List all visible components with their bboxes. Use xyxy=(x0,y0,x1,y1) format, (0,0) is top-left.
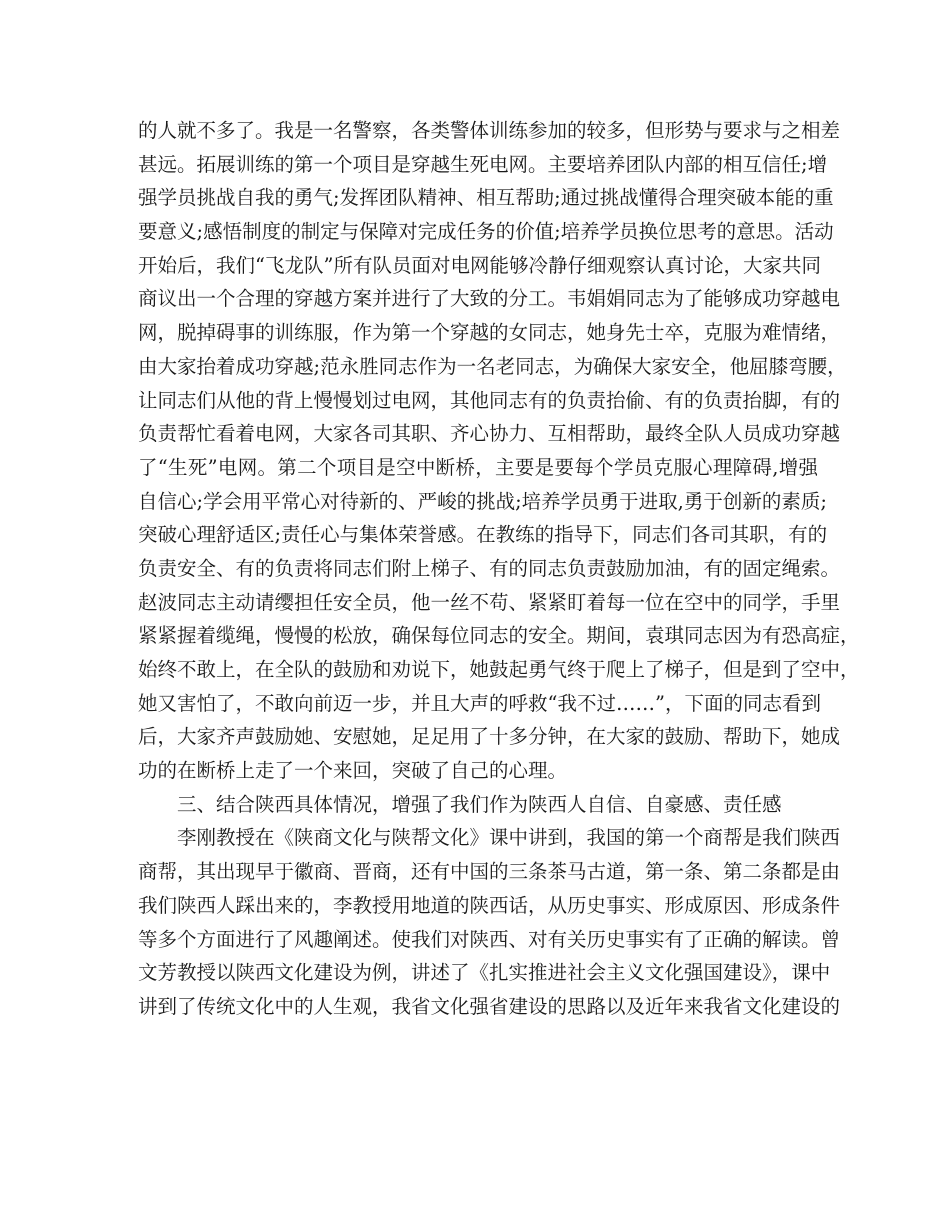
text-line: 自信心;学会用平常心对待新的、严峻的挑战;培养学员勇于进取,勇于创新的素质; xyxy=(138,489,827,513)
text-line: 强学员挑战自我的勇气;发挥团队精神、相互帮助;通过挑战懂得合理突破本能的重 xyxy=(138,186,834,210)
paragraph-first-line: 李刚教授在《陕商文化与陕帮文化》课中讲到，我国的第一个商帮是我们陕西 xyxy=(177,826,841,850)
text-line: 甚远。拓展训练的第一个项目是穿越生死电网。主要培养团队内部的相互信任;增 xyxy=(138,152,828,176)
text-line: 赵波同志主动请缨担任安全员，他一丝不苟、紧紧盯着每一位在空中的同学，手里 xyxy=(138,590,841,614)
text-line: 商议出一个合理的穿越方案并进行了大致的分工。韦娟娟同志为了能够成功穿越电 xyxy=(138,287,841,311)
text-line: 突破心理舒适区;责任心与集体荣誉感。在教练的指导下，同志们各司其职，有的 xyxy=(138,523,828,547)
text-line: 负责安全、有的负责将同志们附上梯子、有的同志负责鼓励加油，有的固定绳索。 xyxy=(138,556,841,580)
text-line: 她又害怕了，不敢向前迈一步，并且大声的呼救“我不过……”，下面的同志看到 xyxy=(138,691,821,715)
text-line: 讲到了传统文化中的人生观，我省文化强省建设的思路以及近年来我省文化建设的 xyxy=(138,994,841,1018)
text-line: 要意义;感悟制度的制定与保障对完成任务的价值;培养学员换位思考的意思。活动 xyxy=(138,220,834,244)
body-text xyxy=(138,114,860,1024)
paragraph-last-line: 功的在断桥上走了一个来回，突破了自己的心理。 xyxy=(138,759,568,783)
text-line: 我们陕西人踩出来的，李教授用地道的陕西话，从历史事实、形成原因、形成条件 xyxy=(138,893,841,917)
text-line: 开始后，我们“飞龙队”所有队员面对电网能够冷静仔细观察认真讨论，大家共同 xyxy=(138,253,821,277)
text-line: 紧紧握着缆绳，慢慢的松放，确保每位同志的安全。期间，袁琪同志因为有恐高症， xyxy=(138,624,860,648)
text-line: 了“生死”电网。第二个项目是空中断桥，主要是要每个学员克服心理障碍,增强 xyxy=(138,455,818,479)
text-line: 由大家抬着成功穿越;范永胜同志作为一名老同志，为确保大家安全，他屈膝弯腰， xyxy=(138,354,847,378)
text-line: 的人就不多了。我是一名警察，各类警体训练参加的较多，但形势与要求与之相差 xyxy=(138,119,841,142)
text-line: 文芳教授以陕西文化建设为例，讲述了《扎实推进社会主义文化强国建设》，课中 xyxy=(138,961,831,985)
text-line: 始终不敢上，在全队的鼓励和劝说下，她鼓起勇气终于爬上了梯子，但是到了空中， xyxy=(138,658,860,681)
text-line: 商帮，其出现早于徽商、晋商，还有中国的三条茶马古道，第一条、第二条都是由 xyxy=(138,860,841,884)
text-line: 网，脱掉碍事的训练服，作为第一个穿越的女同志，她身先士卒，克服为难情绪， xyxy=(138,321,841,345)
text-line: 负责帮忙看着电网，大家各司其职、齐心协力、互相帮助，最终全队人员成功穿越 xyxy=(138,422,841,446)
section-heading: 三、结合陕西具体情况，增强了我们作为陕西人自信、自豪感、责任感 xyxy=(177,792,782,816)
text-line: 后，大家齐声鼓励她、安慰她，足足用了十多分钟，在大家的鼓励、帮助下，她成 xyxy=(138,725,841,749)
text-line: 让同志们从他的背上慢慢划过电网，其他同志有的负责抬偷、有的负责抬脚，有的 xyxy=(138,388,841,412)
text-line: 等多个方面进行了风趣阐述。使我们对陕西、对有关历史事实有了正确的解读。曾 xyxy=(138,927,841,951)
